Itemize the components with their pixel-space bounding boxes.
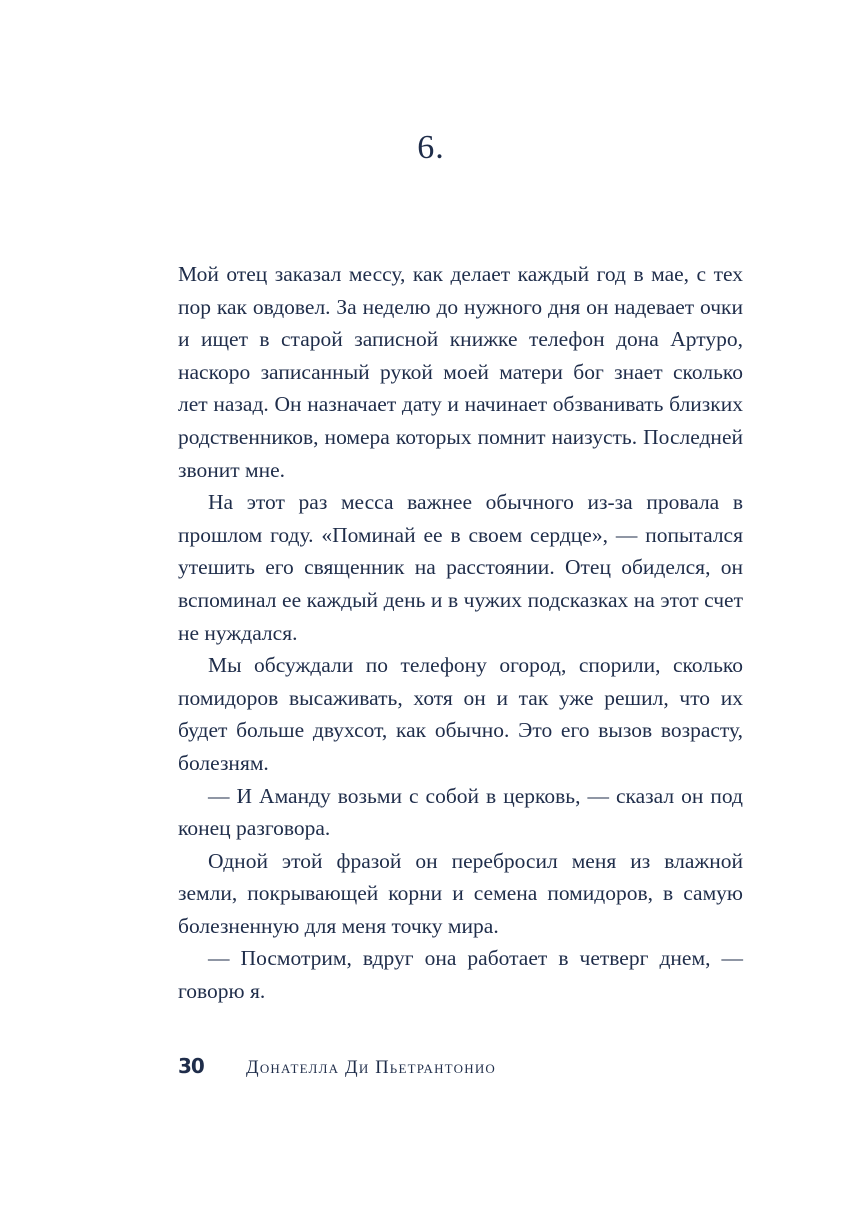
paragraph: Мы обсуждали по телефону огород, спорили, сколько помидоров высаживать, хотя он и так уже решил, что их будет больше двухсот, как обычно. Это его вызов возрасту, болезням. bbox=[178, 653, 743, 775]
paragraph: — И Аманду возьми с собой в церковь, — сказал он под конец разговора. bbox=[178, 783, 743, 841]
running-header-author: Донателла Ди Пьетрантонио bbox=[246, 1058, 497, 1078]
page-footer bbox=[178, 1054, 496, 1082]
paragraph: Мой отец заказал мессу, как делает каждый год в мае, с тех пор как овдовел. За неделю до нужного дня он надевает очки и ищет в старой записной книжке телефон дона Артуро, наскоро записанный рукой моей матери бог знает сколько лет назад. Он назначает дату и начинает обзванивать близких родственников, номера которых помнит наизусть. Последней звонит мне. bbox=[178, 262, 743, 482]
paragraph: На этот раз месса важнее обычного из-за провала в прошлом году. «Поминай ее в своем сердце», — попытался утешить его священник на расстоянии. Отец обиделся, он вспоминал ее каждый день и в чужих подсказках на этот счет не нуждался. bbox=[178, 490, 743, 645]
paragraph: — Посмотрим, вдруг она работает в четверг днем, — говорю я. bbox=[178, 946, 743, 1004]
body-text bbox=[178, 258, 743, 1008]
page-number: 30 bbox=[178, 1054, 204, 1078]
chapter-number: 6. bbox=[417, 129, 445, 166]
paragraph: Одной этой фразой он перебросил меня из влажной земли, покрывающей корни и семена помидоров, в самую болезненную для меня точку мира. bbox=[178, 848, 743, 938]
